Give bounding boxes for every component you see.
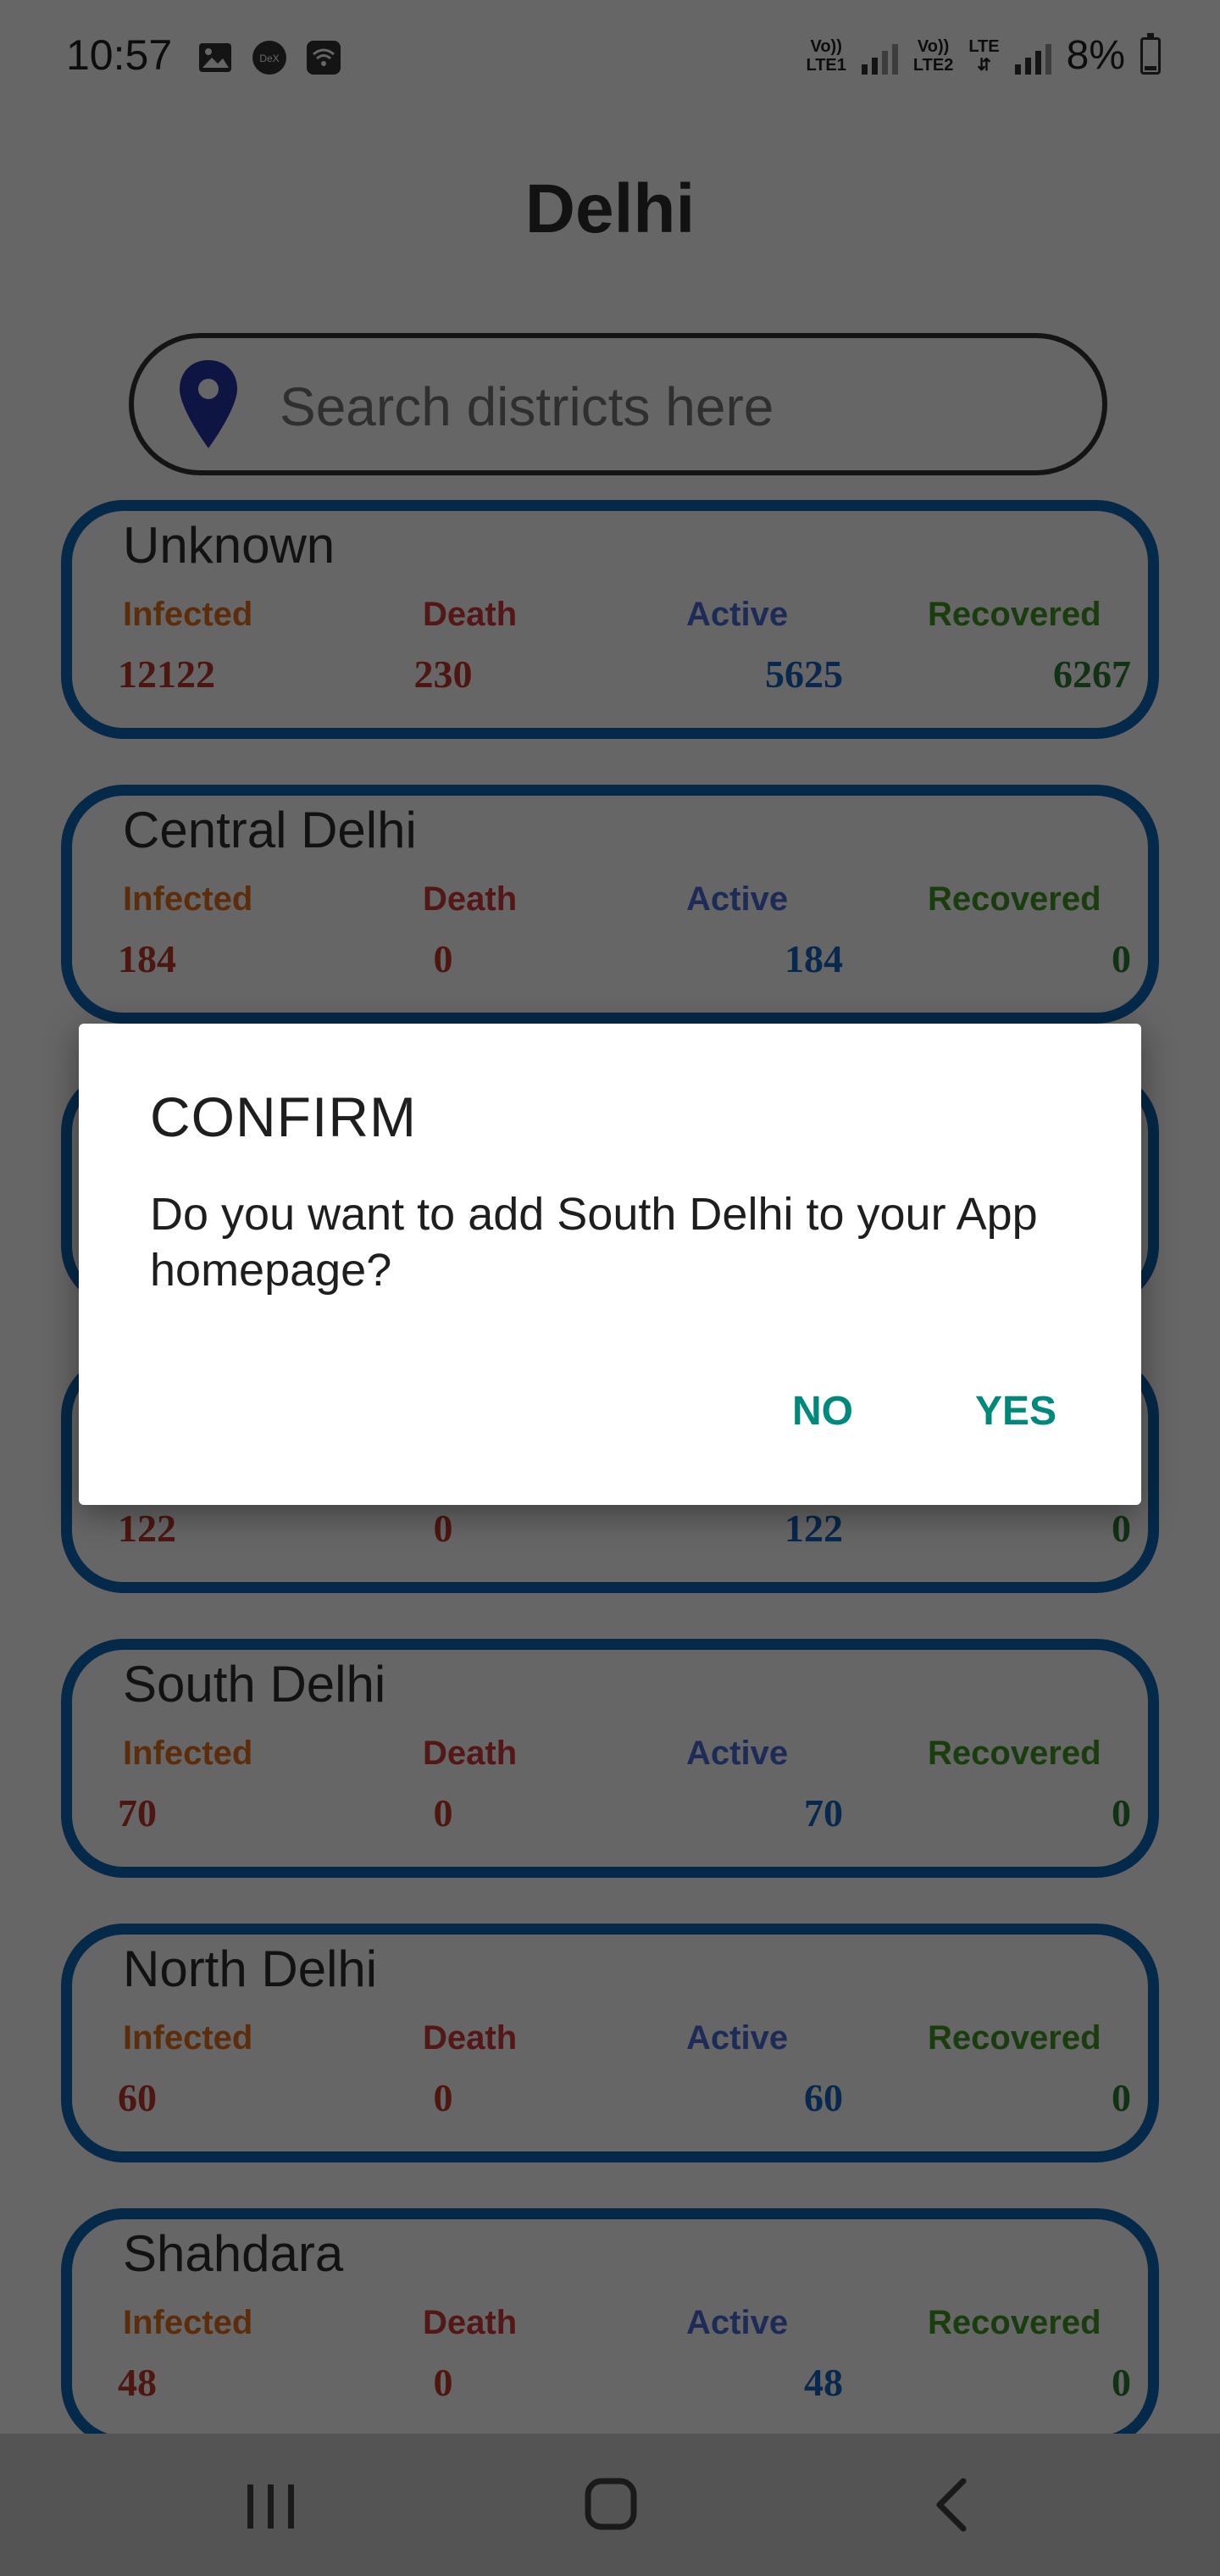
no-button[interactable]: NO	[775, 1380, 870, 1443]
dialog-title: CONFIRM	[150, 1085, 417, 1148]
dialog-message: Do you want to add South Delhi to your App homepage?	[150, 1189, 1038, 1296]
home-icon[interactable]	[559, 2471, 661, 2539]
navigation-bar	[0, 2434, 1220, 2576]
recent-apps-icon[interactable]	[220, 2471, 322, 2539]
back-icon[interactable]	[902, 2471, 1004, 2539]
confirm-dialog	[79, 1024, 1141, 1505]
yes-button[interactable]: YES	[958, 1380, 1073, 1443]
